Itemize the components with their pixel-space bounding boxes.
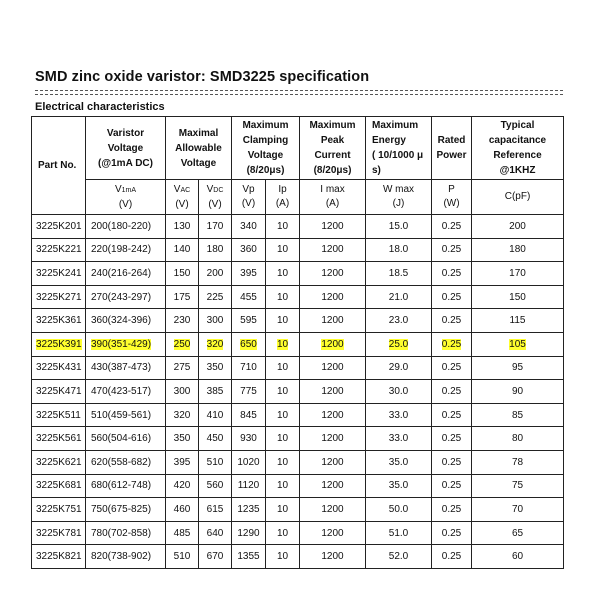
cell-imax: 1200 [300,450,366,474]
header-varistor-voltage: Varistor Voltage (@1mA DC) [86,117,166,180]
cell-capacitance: 170 [472,262,564,286]
cell-rated-power: 0.25 [432,356,472,380]
cell-clamping-voltage: 710 [232,356,266,380]
table-row [32,356,564,380]
cell-energy: 29.0 [366,356,432,380]
cell-capacitance: 90 [472,380,564,404]
cell-clamping-voltage: 1290 [232,521,266,545]
table-row [32,545,564,569]
cell-rated-power: 0.25 [432,521,472,545]
cell-imax: 1200 [300,332,366,356]
cell-energy: 23.0 [366,309,432,333]
cell-capacitance: 78 [472,450,564,474]
cell-capacitance: 85 [472,403,564,427]
dashed-divider [35,88,563,98]
cell-varistor-voltage: 360(324-396) [86,309,166,333]
cell-part-no: 3225K361 [32,309,86,333]
cell-part-no: 3225K471 [32,380,86,404]
header-peak-current: Maximum Peak Current (8/20μs) [300,117,366,180]
cell-imax: 1200 [300,474,366,498]
cell-rated-power: 0.25 [432,309,472,333]
cell-capacitance: 60 [472,545,564,569]
cell-vdc: 385 [199,380,232,404]
cell-rated-power: 0.25 [432,238,472,262]
cell-energy: 18.0 [366,238,432,262]
cell-peak-current-ip: 10 [266,356,300,380]
cell-peak-current-ip: 10 [266,238,300,262]
cell-clamping-voltage: 360 [232,238,266,262]
cell-part-no: 3225K271 [32,285,86,309]
cell-vdc: 560 [199,474,232,498]
cell-rated-power: 0.25 [432,427,472,451]
cell-peak-current-ip: 10 [266,450,300,474]
cell-clamping-voltage: 1120 [232,474,266,498]
cell-rated-power: 0.25 [432,498,472,522]
cell-capacitance: 65 [472,521,564,545]
cell-vac: 420 [166,474,199,498]
cell-varistor-voltage: 820(738-902) [86,545,166,569]
cell-energy: 15.0 [366,215,432,239]
cell-energy: 35.0 [366,450,432,474]
cell-rated-power: 0.25 [432,474,472,498]
cell-capacitance: 200 [472,215,564,239]
cell-rated-power: 0.25 [432,450,472,474]
cell-part-no: 3225K751 [32,498,86,522]
cell-energy: 51.0 [366,521,432,545]
cell-varistor-voltage: 780(702-858) [86,521,166,545]
cell-vdc: 180 [199,238,232,262]
cell-imax: 1200 [300,498,366,522]
cell-clamping-voltage: 650 [232,332,266,356]
cell-imax: 1200 [300,427,366,451]
cell-peak-current-ip: 10 [266,309,300,333]
cell-energy: 33.0 [366,403,432,427]
table-row [32,403,564,427]
cell-rated-power: 0.25 [432,403,472,427]
cell-vdc: 615 [199,498,232,522]
cell-varistor-voltage: 220(198-242) [86,238,166,262]
cell-peak-current-ip: 10 [266,332,300,356]
cell-vac: 130 [166,215,199,239]
table-row [32,498,564,522]
cell-capacitance: 150 [472,285,564,309]
cell-vac: 460 [166,498,199,522]
unit-cpf: C(pF) [472,180,564,215]
header-energy: Maximum Energy ( 10/1000 μ s) [366,117,432,180]
cell-clamping-voltage: 1020 [232,450,266,474]
cell-vdc: 350 [199,356,232,380]
cell-varistor-voltage: 270(243-297) [86,285,166,309]
cell-peak-current-ip: 10 [266,498,300,522]
cell-vdc: 200 [199,262,232,286]
cell-peak-current-ip: 10 [266,474,300,498]
cell-vac: 230 [166,309,199,333]
cell-imax: 1200 [300,356,366,380]
cell-clamping-voltage: 595 [232,309,266,333]
cell-part-no: 3225K821 [32,545,86,569]
cell-vdc: 300 [199,309,232,333]
cell-capacitance: 70 [472,498,564,522]
cell-peak-current-ip: 10 [266,545,300,569]
cell-capacitance: 180 [472,238,564,262]
cell-energy: 52.0 [366,545,432,569]
cell-energy: 35.0 [366,474,432,498]
cell-energy: 33.0 [366,427,432,451]
cell-clamping-voltage: 1355 [232,545,266,569]
cell-vdc: 410 [199,403,232,427]
header-rated-power: Rated Power [432,117,472,180]
unit-vp: Vp (V) [232,180,266,215]
cell-vdc: 170 [199,215,232,239]
cell-part-no: 3225K511 [32,403,86,427]
cell-varistor-voltage: 240(216-264) [86,262,166,286]
unit-wmax: W max (J) [366,180,432,215]
table-row [32,332,564,356]
cell-clamping-voltage: 1235 [232,498,266,522]
cell-vac: 175 [166,285,199,309]
cell-imax: 1200 [300,215,366,239]
cell-vac: 485 [166,521,199,545]
page-title: SMD zinc oxide varistor: SMD3225 specification [35,69,370,85]
cell-capacitance: 105 [472,332,564,356]
cell-capacitance: 80 [472,427,564,451]
cell-vdc: 320 [199,332,232,356]
cell-energy: 21.0 [366,285,432,309]
table-body [32,215,564,569]
unit-ip: Ip (A) [266,180,300,215]
cell-varistor-voltage: 470(423-517) [86,380,166,404]
cell-capacitance: 95 [472,356,564,380]
table-row [32,380,564,404]
table-row [32,427,564,451]
cell-clamping-voltage: 340 [232,215,266,239]
cell-rated-power: 0.25 [432,332,472,356]
cell-peak-current-ip: 10 [266,521,300,545]
cell-vac: 140 [166,238,199,262]
cell-part-no: 3225K201 [32,215,86,239]
cell-imax: 1200 [300,309,366,333]
header-capacitance: Typical capacitance Reference @1KHZ [472,117,564,180]
cell-clamping-voltage: 930 [232,427,266,451]
table-row [32,474,564,498]
cell-energy: 30.0 [366,380,432,404]
cell-imax: 1200 [300,545,366,569]
cell-imax: 1200 [300,238,366,262]
cell-part-no: 3225K681 [32,474,86,498]
cell-vac: 395 [166,450,199,474]
cell-imax: 1200 [300,262,366,286]
cell-imax: 1200 [300,403,366,427]
cell-vdc: 510 [199,450,232,474]
unit-v1ma: V1mA (V) [86,180,166,215]
cell-imax: 1200 [300,285,366,309]
cell-varistor-voltage: 620(558-682) [86,450,166,474]
cell-peak-current-ip: 10 [266,285,300,309]
table-row [32,238,564,262]
table-row [32,309,564,333]
cell-part-no: 3225K621 [32,450,86,474]
cell-capacitance: 75 [472,474,564,498]
unit-p: P (W) [432,180,472,215]
cell-vac: 250 [166,332,199,356]
cell-varistor-voltage: 200(180-220) [86,215,166,239]
cell-vdc: 640 [199,521,232,545]
cell-varistor-voltage: 680(612-748) [86,474,166,498]
table-row [32,450,564,474]
cell-part-no: 3225K781 [32,521,86,545]
cell-energy: 18.5 [366,262,432,286]
cell-peak-current-ip: 10 [266,403,300,427]
cell-vdc: 450 [199,427,232,451]
cell-energy: 50.0 [366,498,432,522]
unit-vdc: VDC (V) [199,180,232,215]
unit-imax: I max (A) [300,180,366,215]
cell-varistor-voltage: 430(387-473) [86,356,166,380]
units-row [32,180,564,215]
cell-vac: 150 [166,262,199,286]
cell-clamping-voltage: 395 [232,262,266,286]
cell-part-no: 3225K431 [32,356,86,380]
table-row [32,285,564,309]
cell-varistor-voltage: 560(504-616) [86,427,166,451]
cell-rated-power: 0.25 [432,262,472,286]
header-maximal-voltage: Maximal Allowable Voltage [166,117,232,180]
cell-vac: 300 [166,380,199,404]
header-part-no: Part No. [32,117,86,215]
spec-table [31,116,564,569]
cell-rated-power: 0.25 [432,285,472,309]
cell-varistor-voltage: 750(675-825) [86,498,166,522]
cell-energy: 25.0 [366,332,432,356]
cell-rated-power: 0.25 [432,380,472,404]
cell-rated-power: 0.25 [432,545,472,569]
section-title: Electrical characteristics [35,101,165,113]
cell-varistor-voltage: 510(459-561) [86,403,166,427]
table-row [32,521,564,545]
unit-vac: VAC (V) [166,180,199,215]
cell-part-no: 3225K391 [32,332,86,356]
table-row [32,262,564,286]
cell-peak-current-ip: 10 [266,380,300,404]
cell-varistor-voltage: 390(351-429) [86,332,166,356]
header-clamping-voltage: Maximum Clamping Voltage (8/20μs) [232,117,300,180]
cell-clamping-voltage: 845 [232,403,266,427]
cell-peak-current-ip: 10 [266,262,300,286]
cell-vac: 320 [166,403,199,427]
cell-clamping-voltage: 455 [232,285,266,309]
cell-vdc: 225 [199,285,232,309]
cell-clamping-voltage: 775 [232,380,266,404]
cell-imax: 1200 [300,521,366,545]
cell-vac: 275 [166,356,199,380]
cell-peak-current-ip: 10 [266,427,300,451]
cell-peak-current-ip: 10 [266,215,300,239]
cell-vac: 510 [166,545,199,569]
cell-vdc: 670 [199,545,232,569]
cell-part-no: 3225K241 [32,262,86,286]
table-row [32,215,564,239]
cell-rated-power: 0.25 [432,215,472,239]
cell-vac: 350 [166,427,199,451]
header-row [32,117,564,180]
cell-capacitance: 115 [472,309,564,333]
cell-part-no: 3225K221 [32,238,86,262]
cell-imax: 1200 [300,380,366,404]
cell-part-no: 3225K561 [32,427,86,451]
